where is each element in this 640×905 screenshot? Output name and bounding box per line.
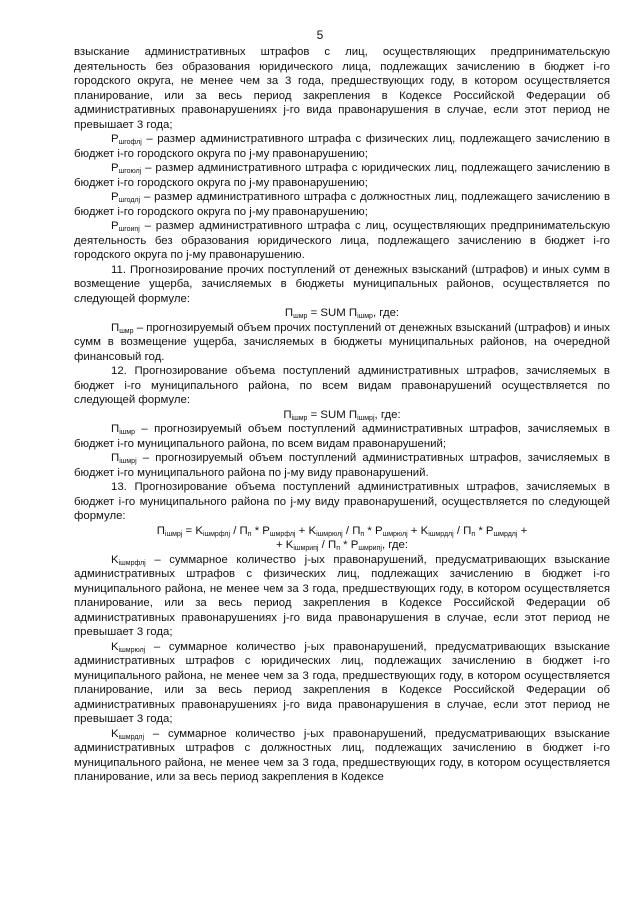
subscript: iшмр: [357, 313, 373, 320]
text-run: П: [111, 452, 120, 464]
paragraph: [74, 480, 610, 524]
page-number: 5: [316, 28, 324, 42]
paragraph: [74, 190, 610, 219]
text-run: P: [111, 133, 119, 145]
paragraph: [74, 321, 610, 365]
text-run: * P: [339, 539, 359, 551]
text-run: / П: [453, 524, 472, 537]
paragraph: [74, 45, 610, 132]
text-run: / П: [318, 539, 337, 551]
subscript: iшмр: [119, 429, 136, 436]
text-run: 12. Прогнозирование объема поступлений административных штрафов, зачисляемых в бюджет i-го муниципального района, по всем видам правонарушений осуществляется по следующей формуле:: [74, 365, 610, 406]
subscript: iшмрфлj: [202, 530, 231, 538]
subscript: п: [336, 545, 340, 552]
paragraph: [74, 263, 610, 307]
text-run: – суммарное количество j-ых правонарушений, предусматривающих взыскание административных штрафов с должностных лиц, подлежащих зачислению в бюджет i-го муниципального района, не менее чем за 3 года, предшествующих году, в котором осуществляется планирование, или за весь период закрепления в Кодексе: [74, 727, 610, 783]
text-run: – размер административного штрафа с лиц, осуществляющих предпринимательскую деятельность без образования юридического лица, подлежащего зачислению в бюджет i-го городского округа по j-му правонарушению.: [74, 220, 610, 261]
text-run: * P: [475, 524, 494, 537]
text-run: = K: [182, 524, 203, 537]
paragraph: [74, 161, 610, 190]
text-run: + K: [407, 524, 429, 537]
paragraph: [74, 219, 610, 263]
subscript: iшмрфлj: [118, 559, 146, 567]
subscript: iшмрюлj: [316, 530, 343, 538]
subscript: iшмрипj: [293, 545, 319, 552]
paragraph: [74, 727, 610, 785]
text-run: – суммарное количество j-ых правонарушений, предусматривающих взыскание административных штрафов с юридических лиц, подлежащих зачислению в бюджет i-го муниципального района, не менее чем за 3 года, предшествующих году, в котором осуществляется планирование, или за весь период закрепления в Кодексе Российской Федерации об административных правонарушениях j-го вида правонарушения в случае, если этот период не превышает 3 года;: [74, 640, 610, 725]
text-run: K: [111, 640, 119, 653]
document-body: [74, 45, 610, 785]
text-run: / П: [230, 524, 248, 537]
text-run: – прогнозируемый объем поступлений административных штрафов, зачисляемых в бюджет i-го муниципального района по j-му виду правонарушений.: [74, 452, 610, 479]
subscript: iшмрj: [119, 458, 137, 465]
subscript: п: [247, 530, 252, 538]
text-run: – прогнозируемый объем поступлений административных штрафов, зачисляемых в бюджет i-го муниципального района, по всем видам правонарушений;: [74, 423, 610, 450]
text-run: – суммарное количество j-ых правонарушений, предусматривающих взыскание административных штрафов с физических лиц, подлежащих зачислению в бюджет i-го муниципального района, не менее чем за 3 года, предшествующих году, в котором осуществляется планирование, или за весь период закрепления в Кодексе Российской Федерации об административных правонарушениях j-го вида правонарушения в случае, если этот период не превышает 3 года;: [74, 553, 610, 638]
formula-line: [74, 306, 610, 321]
subscript: шгодлj: [118, 197, 141, 204]
text-run: , где:: [381, 539, 409, 551]
text-run: – размер административного штрафа с физических лиц, подлежащего зачислению в бюджет i-го городского округа по j-му правонарушению;: [74, 133, 610, 160]
subscript: iшмрюлj: [118, 646, 146, 654]
text-run: P: [111, 220, 119, 232]
paragraph: [74, 451, 610, 480]
text-run: K: [111, 553, 119, 566]
text-run: – прогнозируемый объем прочих поступлений от денежных взысканий (штрафов) и иных сумм в возмещение ущерба, зачисляемых в бюджеты муниципальных районов, на очередной финансовый год.: [74, 321, 610, 363]
text-run: – размер административного штрафа с юридических лиц, подлежащего зачислению в бюджет i-го городского округа по j-му правонарушению;: [74, 162, 610, 189]
paragraph: [74, 132, 610, 161]
paragraph: [74, 422, 610, 451]
text-run: = SUM П: [307, 408, 358, 421]
subscript: iшмрj: [357, 414, 375, 422]
text-run: взыскание административных штрафов с лиц, осуществляющих предпринимательскую деятельность без образования юридического лица, подлежащих зачислению в бюджет i-го городского округа, не менее чем за 3 года, предшествующих году, в котором осуществляется планирование, или за весь период закрепления в Кодексе Российской Федерации об административных правонарушениях j-го вида правонарушения в случае, если этот период не превышает 3 года;: [74, 46, 610, 131]
subscript: iшмрдлj: [428, 530, 454, 538]
text-run: , где:: [374, 408, 401, 421]
text-run: + K: [275, 539, 294, 551]
subscript: шмрдлj: [493, 530, 518, 538]
text-run: П: [283, 408, 292, 421]
subscript: iшмрдлj: [118, 733, 145, 741]
subscript: п: [471, 530, 476, 538]
subscript: шгоюлj: [118, 168, 142, 175]
subscript: шмрюлj: [382, 530, 408, 538]
text-run: * P: [251, 524, 270, 537]
text-run: П: [111, 423, 120, 435]
formula-line: [74, 408, 610, 423]
subscript: шгоипj: [118, 226, 140, 233]
text-run: +: [517, 524, 528, 537]
text-run: P: [111, 191, 119, 203]
text-run: , где:: [372, 307, 400, 319]
formula-line: [74, 538, 610, 553]
subscript: шмр: [119, 327, 134, 335]
text-run: П: [111, 321, 120, 334]
subscript: шмрипj: [358, 545, 382, 552]
formula-line: [74, 524, 610, 539]
text-run: * P: [364, 524, 383, 537]
subscript: iшмрj: [164, 530, 183, 538]
text-run: P: [111, 162, 119, 174]
subscript: п: [360, 530, 365, 538]
text-run: П: [156, 524, 165, 537]
text-run: – размер административного штрафа с должностных лиц, подлежащего зачислению в бюджет i-го городского округа по j-му правонарушению;: [74, 191, 610, 218]
text-run: П: [284, 307, 294, 319]
subscript: шмр: [293, 313, 308, 320]
subscript: iшмр: [291, 414, 308, 422]
text-run: = SUM П: [307, 307, 358, 319]
text-run: + K: [295, 524, 317, 537]
paragraph: [74, 553, 610, 640]
text-run: / П: [342, 524, 361, 537]
paragraph: [74, 640, 610, 727]
text-run: 13. Прогнозирование объема поступлений административных штрафов, зачисляемых в бюджет i-го муниципального района по j-му виду правонарушений, осуществляется по следующей формуле:: [74, 481, 610, 522]
paragraph: [74, 364, 610, 408]
text-run: K: [111, 727, 119, 740]
text-run: 11. Прогнозирование прочих поступлений от денежных взысканий (штрафов) и иных сумм в возмещение ущерба, зачисляемых в бюджеты муниципальных районов, осуществляется по следующей формуле:: [74, 263, 610, 305]
subscript: шмрфлj: [269, 530, 296, 538]
subscript: шгофлj: [118, 139, 142, 146]
